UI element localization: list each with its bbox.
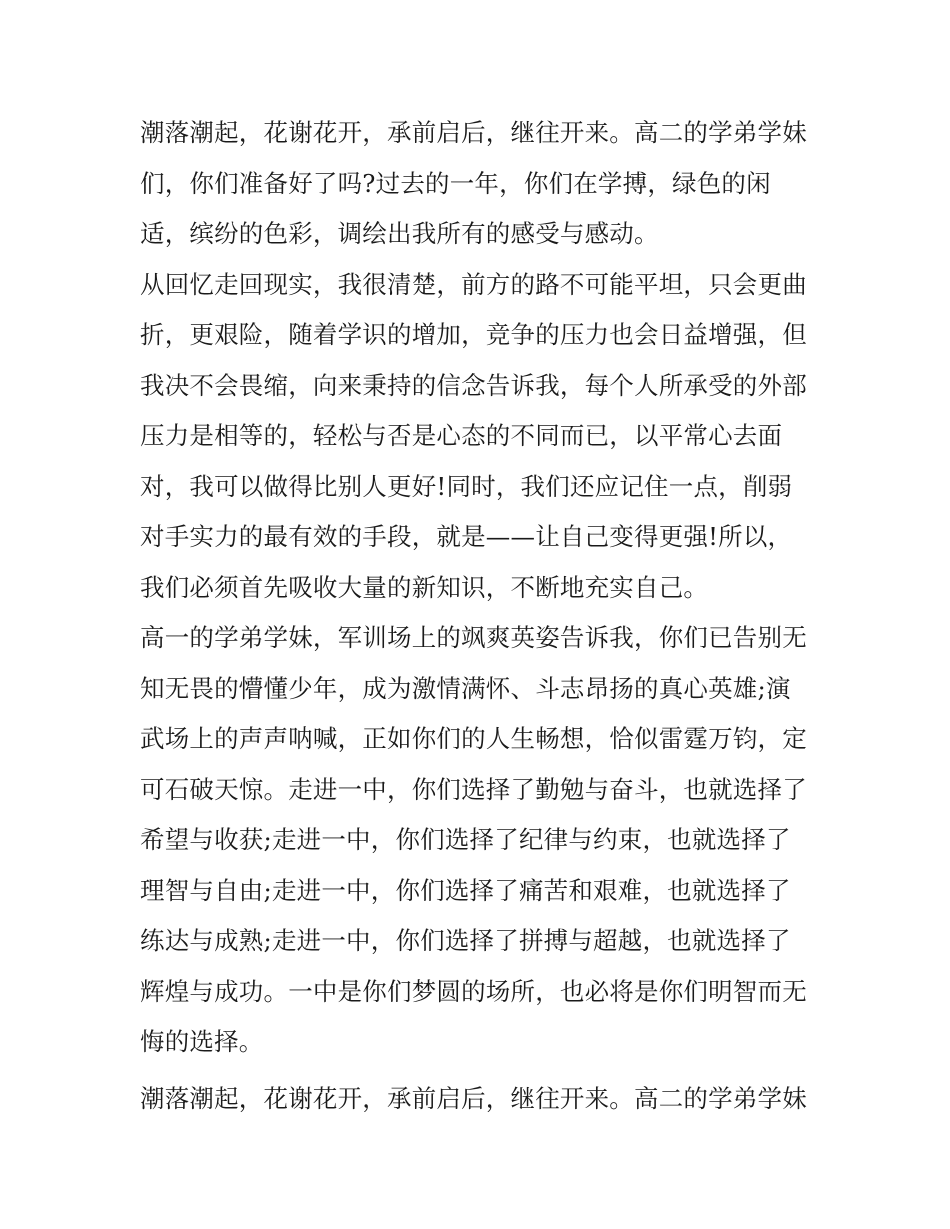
paragraph-1: [140, 108, 820, 260]
text-line: 对，我可以做得比别人更好!同时，我们还应记住一点，削弱: [140, 471, 793, 501]
text-line: 可石破天惊。走进一中，你们选择了勤勉与奋斗，也就选择了: [140, 774, 807, 804]
text-line: 希望与收获;走进一中，你们选择了纪律与约束，也就选择了: [140, 825, 791, 854]
text-line: 理智与自由;走进一中，你们选择了痛苦和艰难，也就选择了: [140, 875, 791, 905]
text-line: 高一的学弟学妹，军训场上的飒爽英姿告诉我，你们已告别无: [140, 623, 807, 652]
paragraph-3: [140, 613, 820, 1068]
text-line: 武场上的声声呐喊，正如你们的人生畅想，恰似雷霆万钧，定: [140, 724, 807, 753]
text-line: 悔的选择。: [140, 1027, 264, 1056]
text-line: 潮落潮起，花谢花开，承前启后，继往开来。高二的学弟学妹: [140, 1083, 807, 1113]
text-line: 知无畏的懵懂少年，成为激情满怀、斗志昂扬的真心英雄;演: [140, 673, 791, 703]
text-line: 潮落潮起，花谢花开，承前启后，继往开来。高二的学弟学妹: [140, 118, 807, 147]
text-line: 我决不会畏缩，向来秉持的信念告诉我，每个人所承受的外部: [140, 370, 807, 400]
paragraph-2: [140, 260, 820, 614]
text-line: 辉煌与成功。一中是你们梦圆的场所，也必将是你们明智而无: [140, 976, 807, 1006]
document-body: [140, 108, 820, 1124]
text-line: 对手实力的最有效的手段，就是——让自己变得更强!所以，: [140, 522, 793, 551]
text-line: 适，缤纷的色彩，调绘出我所有的感受与感动。: [140, 219, 659, 248]
text-line: 练达与成熟;走进一中，你们选择了拼搏与超越，也就选择了: [140, 926, 791, 955]
text-line: 压力是相等的，轻松与否是心态的不同而已，以平常心去面: [140, 421, 783, 450]
paragraph-4: [140, 1074, 820, 1125]
text-line: 我们必须首先吸收大量的新知识，不断地充实自己。: [140, 572, 709, 602]
text-line: 折，更艰险，随着学识的增加，竞争的压力也会日益增强，但: [140, 320, 807, 349]
text-line: 们，你们准备好了吗?过去的一年，你们在学搏，绿色的闲: [140, 168, 771, 198]
text-line: 从回忆走回现实，我很清楚，前方的路不可能平坦，只会更曲: [140, 269, 807, 299]
